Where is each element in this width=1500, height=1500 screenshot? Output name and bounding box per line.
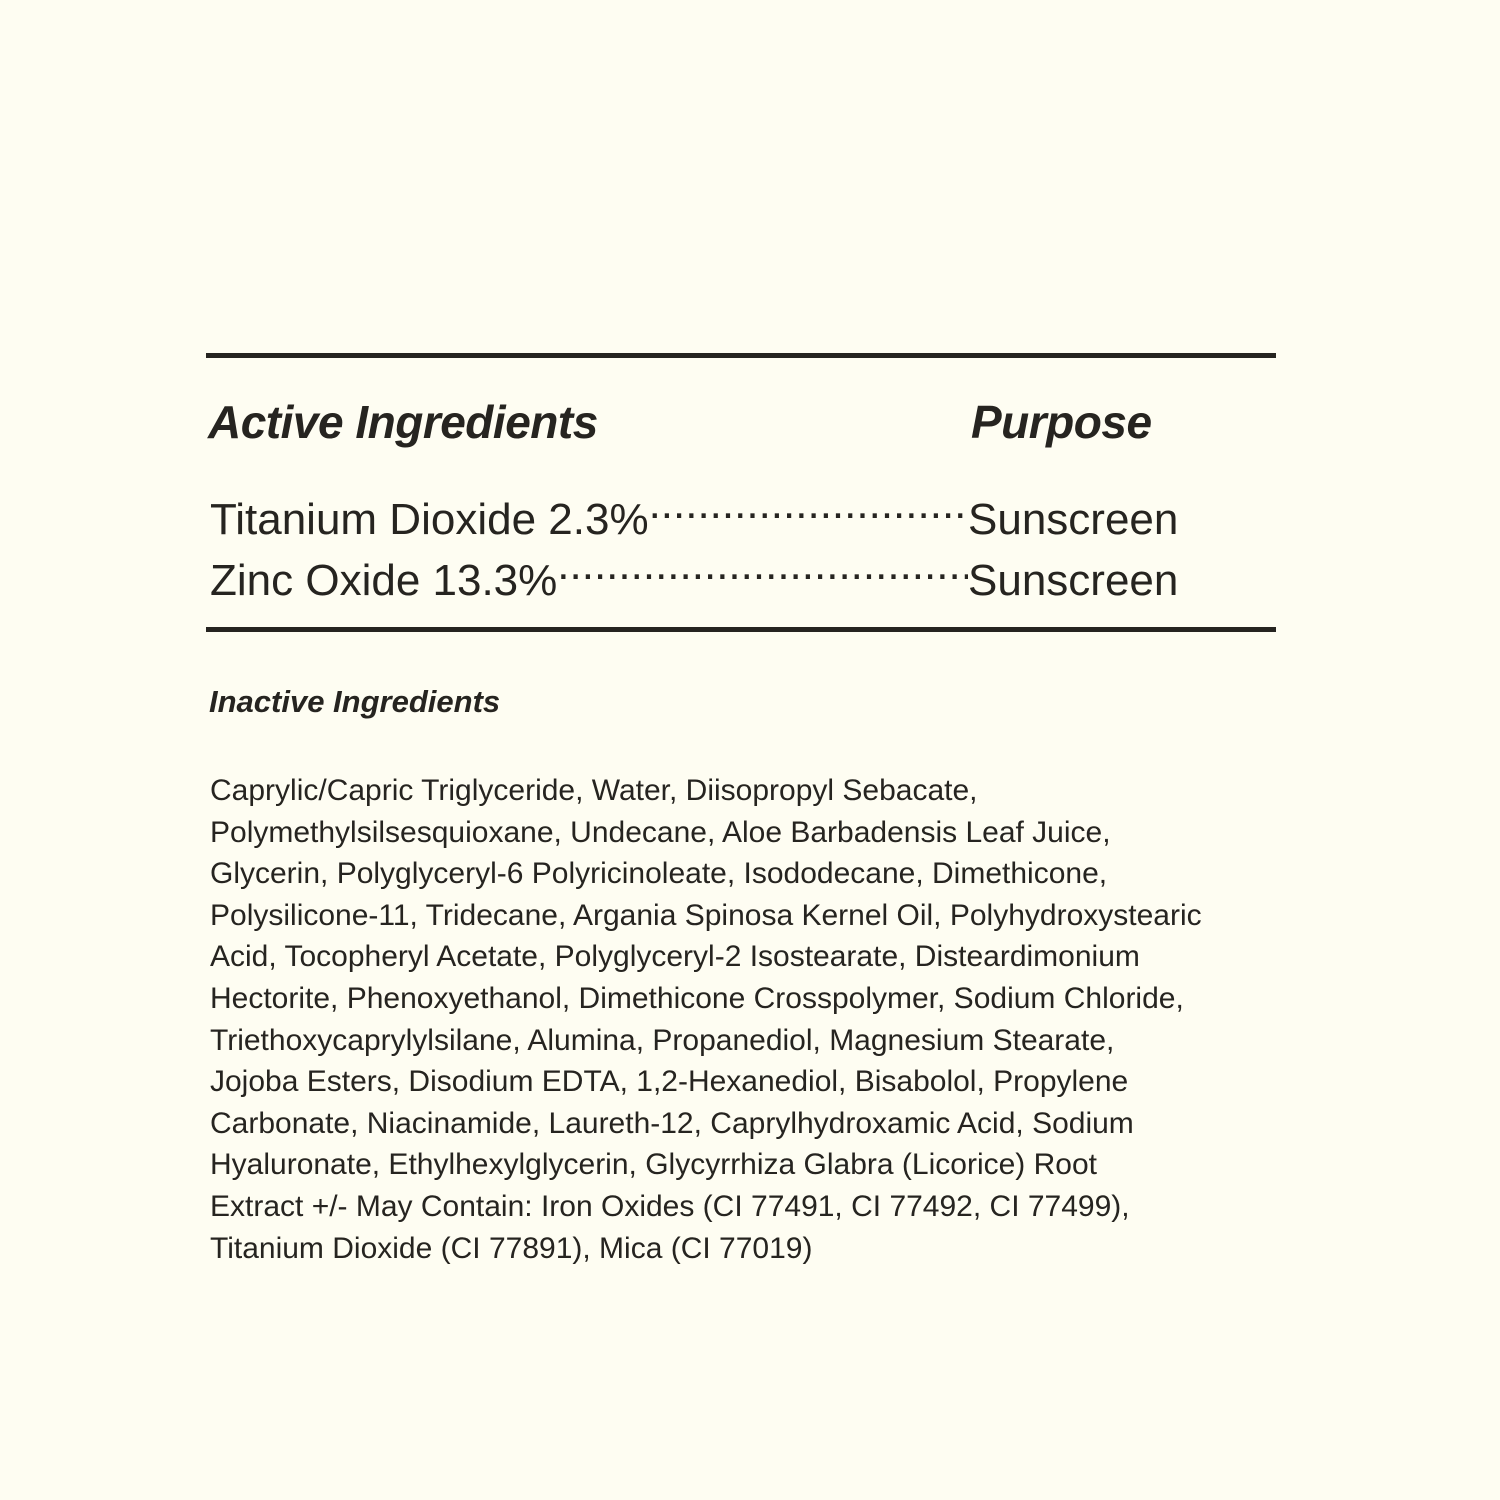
inactive-ingredients-line: Jojoba Esters, Disodium EDTA, 1,2-Hexanediol, Bisabolol, Propylene xyxy=(210,1065,1129,1099)
active-ingredient-purpose: Sunscreen xyxy=(968,495,1179,544)
active-ingredient-row xyxy=(210,474,1206,544)
inactive-ingredients-line: Hyaluronate, Ethylhexylglycerin, Glycyrrhiza Glabra (Licorice) Root xyxy=(210,1148,1097,1182)
purpose-heading: Purpose xyxy=(971,396,1152,448)
inactive-ingredients-line: Titanium Dioxide (CI 77891), Mica (CI 77019) xyxy=(210,1231,813,1265)
active-ingredient-row xyxy=(210,535,1206,605)
inactive-ingredients-line: Acid, Tocopheryl Acetate, Polyglyceryl-2 Isostearate, Disteardimonium xyxy=(210,940,1140,974)
bottom-divider xyxy=(206,627,1276,632)
inactive-ingredients-line: Glycerin, Polyglyceryl-6 Polyricinoleate, Isododecane, Dimethicone, xyxy=(210,857,1108,891)
active-ingredients-heading: Active Ingredients xyxy=(208,396,598,448)
inactive-ingredients-line: Polysilicone-11, Tridecane, Argania Spinosa Kernel Oil, Polyhydroxystearic xyxy=(210,898,1202,932)
inactive-ingredients-line: Caprylic/Capric Triglyceride, Water, Diisopropyl Sebacate, xyxy=(210,774,978,807)
active-ingredient-name: Titanium Dioxide 2.3% xyxy=(210,495,649,544)
top-divider xyxy=(206,353,1276,358)
inactive-ingredients-line: Extract +/- May Contain: Iron Oxides (CI 77491, CI 77492, CI 77499), xyxy=(210,1189,1130,1223)
inactive-ingredients-line: Triethoxycaprylylsilane, Alumina, Propanediol, Magnesium Stearate, xyxy=(210,1023,1115,1057)
inactive-ingredients-heading: Inactive Ingredients xyxy=(209,684,501,719)
active-ingredient-purpose: Sunscreen xyxy=(968,556,1179,605)
inactive-ingredients-list xyxy=(210,770,1330,1269)
inactive-ingredients-line: Hectorite, Phenoxyethanol, Dimethicone Crosspolymer, Sodium Chloride, xyxy=(210,981,1184,1015)
inactive-ingredients-line: Carbonate, Niacinamide, Laureth-12, Caprylhydroxamic Acid, Sodium xyxy=(210,1106,1134,1140)
dot-leader xyxy=(649,474,968,534)
dot-leader xyxy=(557,535,968,595)
active-ingredient-name: Zinc Oxide 13.3% xyxy=(210,556,558,605)
inactive-ingredients-line: Polymethylsilsesquioxane, Undecane, Aloe Barbadensis Leaf Juice, xyxy=(210,815,1111,849)
